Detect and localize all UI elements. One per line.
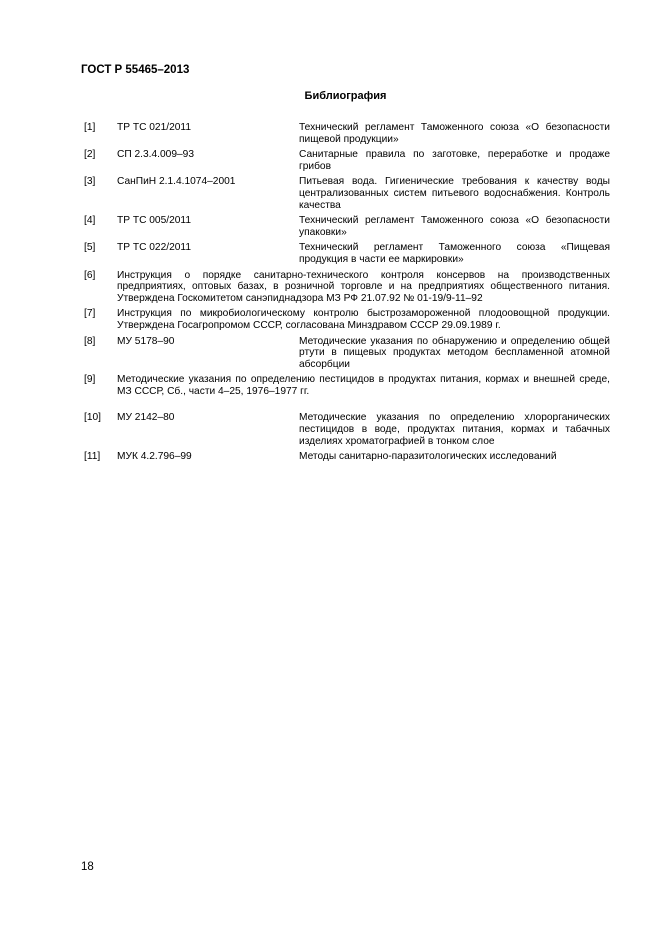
bibliography-entry-11 [84,451,610,463]
entry-number: [9] [84,374,96,386]
entry-number: [1] [84,122,96,133]
entry-number: [10] [84,412,101,424]
bibliography-entry-2 [84,149,610,172]
entry-number: [6] [84,269,96,281]
entry-number: [2] [84,149,96,161]
entry-description: Санитарные правила по заготовке, переработке и продаже грибов [299,149,610,172]
entry-code: ТР ТС 005/2011 [117,215,191,227]
entry-number: [5] [84,242,96,254]
entry-code: ТР ТС 022/2011 [117,242,191,254]
bibliography-entry-9 [84,374,610,397]
entry-number: [7] [84,308,96,320]
bibliography-entry-10 [84,412,610,447]
entry-code: ТР ТС 021/2011 [117,122,191,133]
entry-text: Инструкция о порядке санитарно-технического контроля консервов на производственных предприятиях, оптовых базах, в розничной торговле и на предприятиях общественного питания. Утверждена Госкомитетом санэпиднадзора МЗ РФ 21.07.92 № 01-19/9-11–92 [117,269,610,304]
entry-description: Технический регламент Таможенного союза «О безопасности упаковки» [299,215,610,238]
entry-number: [4] [84,215,96,227]
entry-description: Питьевая вода. Гигиенические требования к качеству воды централизованных систем питьевого водоснабжения. Контроль качества [299,176,610,211]
bibliography-entry-1 [84,122,610,145]
entry-description: Технический регламент Таможенного союза «О безопасности пищевой продукции» [299,122,610,145]
entry-code: МУК 4.2.796–99 [117,451,192,463]
entry-text: Инструкция по микробиологическому контролю быстрозамороженной плодоовощной продукции. Утверждена Госагропромом СССР, согласована Минздравом СССР 29.09.1989 г. [117,308,610,331]
bibliography-entry-5 [84,242,610,265]
page-number: 18 [81,861,94,873]
entry-description: Методические указания по обнаружению и определению общей ртути в пищевых продуктах методом беспламенной атомной абсорбции [299,335,610,370]
bibliography-entry-7 [84,308,610,331]
entry-number: [3] [84,176,96,188]
bibliography-entry-8 [84,336,610,371]
entry-description: Технический регламент Таможенного союза «Пищевая продукция в части ее маркировки» [299,242,610,265]
entry-code: СанПиН 2.1.4.1074–2001 [117,176,236,188]
entry-text: Методические указания по определению пестицидов в продуктах питания, кормах и внешней среде, МЗ СССР, Сб., части 4–25, 1976–1977 гг. [117,374,610,397]
entry-description: Методы санитарно-паразитологических исследований [299,451,557,463]
entry-code: МУ 2142–80 [117,412,175,424]
bibliography-entry-4 [84,215,610,238]
document-code: ГОСТ Р 55465–2013 [81,64,190,76]
bibliography-entry-3 [84,176,610,211]
entry-number: [8] [84,335,96,347]
entry-description: Методические указания по определению хлорорганических пестицидов в воде, продуктах питания, кормах и табачных изделиях хроматографией в тонком слое [299,412,610,447]
entry-number: [11] [84,451,101,463]
entry-code: СП 2.3.4.009–93 [117,149,194,161]
entry-code: МУ 5178–90 [117,335,175,347]
bibliography-list [84,122,610,463]
bibliography-title: Библиография [304,90,387,102]
bibliography-entry-6 [84,270,610,305]
